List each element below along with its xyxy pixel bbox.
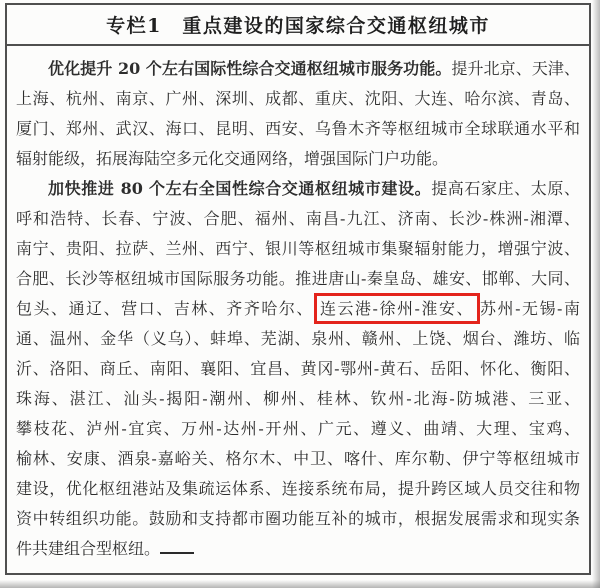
text-segment: 厦门、郑州、武汉、海口、昆明、西安、乌鲁木齐等枢纽城市全球联通水平和: [16, 119, 580, 138]
text-segment: 上海、杭州、南京、广州、深圳、成都、重庆、沈阳、大连、哈尔滨、青岛、: [16, 89, 580, 108]
body-line: [16, 174, 580, 204]
text-segment: 珠海、湛江、汕头-揭阳-潮州、柳州、桂林、钦州-北海-防城港、三亚、: [16, 389, 580, 408]
text-segment: 合肥、长沙等枢纽城市国际服务功能。推进唐山-秦皇岛、雄安、邯郸、大同、: [16, 269, 580, 288]
text-segment: 苏州-无锡-南: [480, 299, 580, 318]
text-segment: 优化提升 20 个左右国际性综合交通枢纽城市服务功能。: [48, 59, 452, 78]
column-box-panel: [5, 3, 591, 575]
text-segment: 件共建组合型枢纽。: [16, 539, 161, 558]
body-line: [16, 84, 580, 114]
scan-shadow-bottom: [0, 580, 600, 588]
body-line: [16, 204, 580, 234]
underline-blank: [160, 539, 194, 554]
text-segment: 辐射能级，拓展海陆空多元化交通网络，增强国际门户功能。: [16, 149, 449, 168]
body-line: [16, 234, 580, 264]
text-segment: 包头、通辽、营口、吉林、齐齐哈尔、: [16, 299, 314, 318]
text-segment: 榆林、安康、酒泉-嘉峪关、格尔木、中卫、喀什、库尔勒、伊宁等枢纽城市: [16, 449, 580, 468]
body-line: [16, 54, 580, 84]
text-segment: 提高石家庄、太原、: [431, 179, 580, 198]
text-segment: 资中转组织功能。鼓励和支持都市圈功能互补的城市，根据发展需求和现实条: [16, 509, 580, 528]
body-line: [16, 144, 580, 174]
highlight-box: 连云港-徐州-淮安、: [314, 293, 480, 324]
text-segment: 通、温州、金华（义乌）、蚌埠、芜湖、泉州、赣州、上饶、烟台、潍坊、临: [16, 329, 580, 348]
text-segment: 攀枝花、泸州-宜宾、万州-达州-开州、广元、遵义、曲靖、大理、宝鸡、: [16, 419, 580, 438]
panel-title: 专栏1 重点建设的国家综合交通枢纽城市: [7, 5, 589, 46]
body-line: [16, 264, 580, 294]
text-segment: 加快推进 80 个左右全国性综合交通枢纽城市建设。: [48, 179, 432, 198]
text-segment: 南宁、贵阳、拉萨、兰州、西宁、银川等枢纽城市集聚辐射能力，增强宁波、: [16, 239, 580, 258]
body-line: [16, 294, 580, 324]
scan-shadow-right: [592, 0, 600, 588]
body-line: [16, 414, 580, 444]
text-segment: 呼和浩特、长春、宁波、合肥、福州、南昌-九江、济南、长沙-株洲-湘潭、: [16, 209, 580, 228]
body-line: [16, 474, 580, 504]
body-line: [16, 354, 580, 384]
body-line: [16, 534, 580, 564]
text-segment: 建设，优化枢纽港站及集疏运体系、连接系统布局，提升跨区域人员交往和物: [16, 479, 580, 498]
text-segment: 沂、洛阳、商丘、南阳、襄阳、宜昌、黄冈-鄂州-黄石、岳阳、怀化、衡阳、: [16, 359, 580, 378]
text-segment: 提升北京、天津、: [451, 59, 580, 78]
body-line: [16, 324, 580, 354]
body-text: [7, 46, 589, 564]
body-line: [16, 384, 580, 414]
body-line: [16, 444, 580, 474]
body-line: [16, 504, 580, 534]
body-line: [16, 114, 580, 144]
